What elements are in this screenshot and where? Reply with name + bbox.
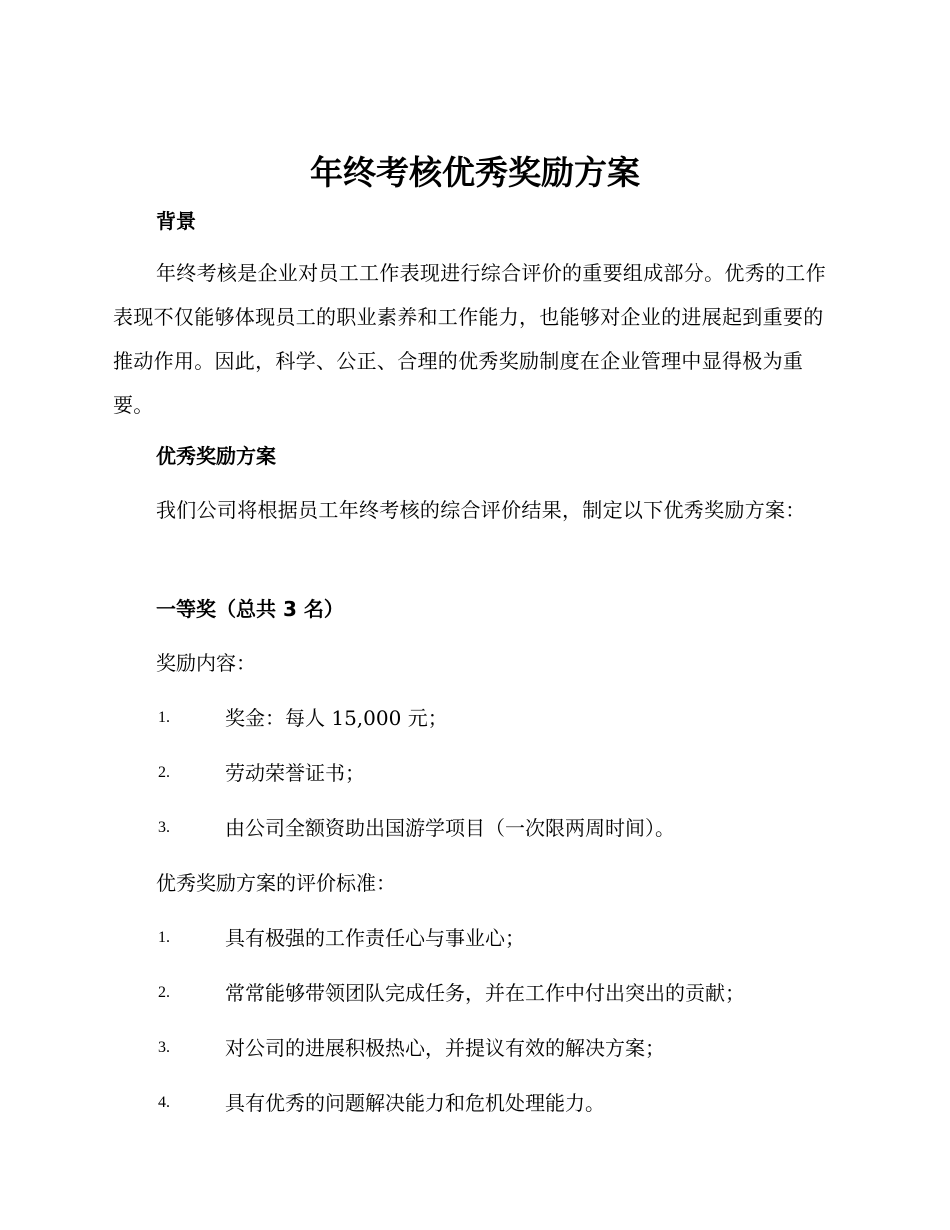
list-item	[0, 979, 950, 1034]
list-item	[0, 759, 950, 814]
criteria-label: 优秀奖励方案的评价标准：	[156, 871, 396, 895]
list-number: 3.	[158, 819, 170, 836]
list-number: 1.	[158, 929, 170, 946]
list-item	[0, 1089, 950, 1144]
list-item-text: 具有极强的工作责任心与事业心；	[225, 926, 525, 950]
section-heading-background: 背景	[156, 209, 196, 233]
list-item	[0, 814, 950, 869]
list-number: 2.	[158, 764, 170, 781]
list-number: 2.	[158, 984, 170, 1001]
list-item	[0, 704, 950, 759]
criteria-list	[0, 924, 950, 1144]
list-number: 3.	[158, 1039, 170, 1056]
list-item	[0, 1034, 950, 1089]
list-item-text: 对公司的进展积极热心，并提议有效的解决方案；	[225, 1036, 665, 1060]
list-item-text: 奖金：每人 15,000 元；	[225, 706, 448, 730]
list-item-text: 具有优秀的问题解决能力和危机处理能力。	[225, 1091, 605, 1115]
reward-content-list	[0, 704, 950, 869]
section-heading-plan: 优秀奖励方案	[156, 444, 276, 468]
reward-content-label: 奖励内容：	[156, 651, 256, 675]
list-item	[0, 924, 950, 979]
first-prize-heading: 一等奖（总共 3 名）	[156, 597, 344, 621]
list-item-text: 劳动荣誉证书；	[225, 761, 365, 785]
list-number: 1.	[158, 709, 170, 726]
background-paragraph: 年终考核是企业对员工工作表现进行综合评价的重要组成部分。优秀的工作表现不仅能够体现员工的职业素养和工作能力，也能够对企业的进展起到重要的推动作用。因此，科学、公正、合理的优秀奖励制度在企业管理中显得极为重要。	[113, 261, 826, 417]
list-number: 4.	[158, 1094, 170, 1111]
plan-intro-paragraph: 我们公司将根据员工年终考核的综合评价结果，制定以下优秀奖励方案：	[156, 498, 806, 522]
list-item-text: 常常能够带领团队完成任务，并在工作中付出突出的贡献；	[225, 981, 745, 1005]
list-item-text: 由公司全额资助出国游学项目（一次限两周时间）。	[225, 816, 675, 840]
document-title: 年终考核优秀奖励方案	[310, 153, 640, 192]
